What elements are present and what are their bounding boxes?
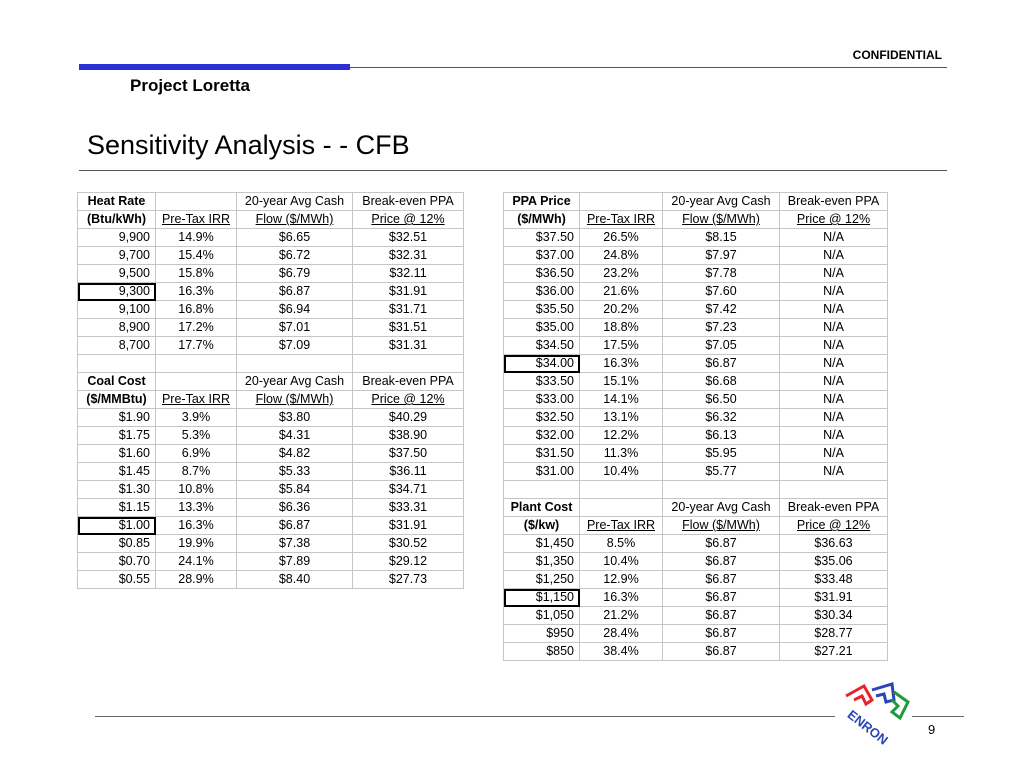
value-cell: N/A <box>780 463 888 481</box>
table-row <box>78 409 464 427</box>
table-row <box>78 553 464 571</box>
table-row <box>78 481 464 499</box>
value-cell: $5.77 <box>663 463 780 481</box>
footer-rule-right <box>912 716 964 717</box>
table-row <box>78 337 464 355</box>
value-cell: 28.4% <box>580 625 663 643</box>
table-row <box>78 427 464 445</box>
table-row <box>504 625 888 643</box>
row-label-cell: $31.50 <box>504 445 580 463</box>
table-row <box>504 373 888 391</box>
value-cell: 10.8% <box>156 481 237 499</box>
table-row <box>504 589 888 607</box>
value-cell: $6.68 <box>663 373 780 391</box>
row-label-cell: 9,500 <box>78 265 156 283</box>
row-label-cell: $35.50 <box>504 301 580 319</box>
row-label-cell: $31.00 <box>504 463 580 481</box>
value-cell: $6.13 <box>663 427 780 445</box>
row-label-cell: $37.00 <box>504 247 580 265</box>
value-cell: $31.71 <box>353 301 464 319</box>
value-cell: $6.32 <box>663 409 780 427</box>
table-row <box>78 229 464 247</box>
row-label-cell: $34.50 <box>504 337 580 355</box>
blank-cell <box>156 355 237 373</box>
table-header-row <box>504 517 888 535</box>
title-rule <box>79 170 947 171</box>
value-cell: 16.3% <box>156 283 237 301</box>
value-cell: $30.34 <box>780 607 888 625</box>
blank-row <box>78 355 464 373</box>
value-cell: 20.2% <box>580 301 663 319</box>
table-row <box>78 535 464 553</box>
logo-text: ENRON <box>844 706 891 748</box>
blank-cell <box>78 355 156 373</box>
header-text: Pre-Tax IRR <box>161 392 231 406</box>
table-row <box>78 499 464 517</box>
header-cell <box>353 391 464 409</box>
header-text: Price @ 12% <box>371 212 445 226</box>
header-cell: (Btu/kWh) <box>78 211 156 229</box>
header-cell: Break-even PPA <box>780 193 888 211</box>
value-cell: 23.2% <box>580 265 663 283</box>
value-cell: N/A <box>780 247 888 265</box>
value-cell: $29.12 <box>353 553 464 571</box>
value-cell: $31.91 <box>353 283 464 301</box>
value-cell: $6.50 <box>663 391 780 409</box>
value-cell: $6.87 <box>663 535 780 553</box>
value-cell: N/A <box>780 391 888 409</box>
header-text: Flow ($/MWh) <box>682 212 760 226</box>
table-row <box>504 607 888 625</box>
value-cell: $7.09 <box>237 337 353 355</box>
blank-cell <box>237 355 353 373</box>
header-cell: ($/kw) <box>504 517 580 535</box>
row-label-cell: $36.00 <box>504 283 580 301</box>
row-label-cell: $0.70 <box>78 553 156 571</box>
header-cell: Break-even PPA <box>780 499 888 517</box>
value-cell: 3.9% <box>156 409 237 427</box>
table-row <box>504 643 888 661</box>
header-cell <box>353 211 464 229</box>
table-header-row <box>504 211 888 229</box>
value-cell: 24.1% <box>156 553 237 571</box>
value-cell: $7.01 <box>237 319 353 337</box>
header-cell <box>156 193 237 211</box>
header-text: Pre-Tax IRR <box>586 518 656 532</box>
value-cell: $30.52 <box>353 535 464 553</box>
value-cell: 21.2% <box>580 607 663 625</box>
row-label-cell: $37.50 <box>504 229 580 247</box>
row-label-cell: $0.55 <box>78 571 156 589</box>
value-cell: $35.06 <box>780 553 888 571</box>
value-cell: $6.79 <box>237 265 353 283</box>
value-cell: 21.6% <box>580 283 663 301</box>
value-cell: $31.51 <box>353 319 464 337</box>
header-cell <box>156 373 237 391</box>
header-text: Flow ($/MWh) <box>255 212 334 226</box>
table-row <box>504 355 888 373</box>
value-cell: $7.42 <box>663 301 780 319</box>
table-row <box>504 301 888 319</box>
value-cell: $6.87 <box>663 355 780 373</box>
header-cell <box>580 193 663 211</box>
table-row <box>504 445 888 463</box>
table-header-row <box>78 391 464 409</box>
value-cell: N/A <box>780 373 888 391</box>
value-cell: $27.73 <box>353 571 464 589</box>
blank-cell <box>663 481 780 499</box>
value-cell: $6.87 <box>663 553 780 571</box>
row-label-cell: $1.75 <box>78 427 156 445</box>
table-row <box>78 571 464 589</box>
value-cell: 28.9% <box>156 571 237 589</box>
value-cell: $31.31 <box>353 337 464 355</box>
value-cell: 16.3% <box>580 355 663 373</box>
row-label-cell: 8,900 <box>78 319 156 337</box>
blank-cell <box>504 481 580 499</box>
table-row <box>504 535 888 553</box>
blank-cell <box>780 481 888 499</box>
header-text: Price @ 12% <box>796 212 871 226</box>
table-header-row <box>78 211 464 229</box>
header-text: Flow ($/MWh) <box>682 518 760 532</box>
row-label-cell: $1.45 <box>78 463 156 481</box>
value-cell: $8.40 <box>237 571 353 589</box>
header-cell: Plant Cost <box>504 499 580 517</box>
header-cell <box>780 211 888 229</box>
table-row <box>78 463 464 481</box>
value-cell: N/A <box>780 283 888 301</box>
row-label-cell: $1.00 <box>78 517 156 535</box>
table-row <box>78 265 464 283</box>
value-cell: $32.51 <box>353 229 464 247</box>
value-cell: $7.97 <box>663 247 780 265</box>
header-cell <box>237 211 353 229</box>
project-name: Project Loretta <box>130 76 250 95</box>
header-text: Price @ 12% <box>796 518 871 532</box>
table-row <box>504 337 888 355</box>
blank-row <box>504 481 888 499</box>
value-cell: $5.84 <box>237 481 353 499</box>
value-cell: $6.72 <box>237 247 353 265</box>
accent-bar <box>79 64 350 70</box>
value-cell: 10.4% <box>580 463 663 481</box>
value-cell: $6.36 <box>237 499 353 517</box>
value-cell: $7.23 <box>663 319 780 337</box>
value-cell: $28.77 <box>780 625 888 643</box>
value-cell: 8.7% <box>156 463 237 481</box>
header-cell: Break-even PPA <box>353 373 464 391</box>
table-row <box>504 391 888 409</box>
value-cell: $6.65 <box>237 229 353 247</box>
table-header-row <box>78 373 464 391</box>
table-row <box>78 517 464 535</box>
value-cell: 5.3% <box>156 427 237 445</box>
value-cell: N/A <box>780 319 888 337</box>
header-cell: 20-year Avg Cash <box>237 373 353 391</box>
value-cell: $7.05 <box>663 337 780 355</box>
row-label-cell: $1,350 <box>504 553 580 571</box>
value-cell: $38.90 <box>353 427 464 445</box>
header-cell <box>663 517 780 535</box>
left-sensitivity-table <box>77 192 464 589</box>
value-cell: 16.3% <box>580 589 663 607</box>
value-cell: $33.31 <box>353 499 464 517</box>
header-cell: 20-year Avg Cash <box>663 193 780 211</box>
row-label-cell: $1,050 <box>504 607 580 625</box>
table-row <box>504 283 888 301</box>
header-cell: PPA Price <box>504 193 580 211</box>
value-cell: $37.50 <box>353 445 464 463</box>
row-label-cell: $1,150 <box>504 589 580 607</box>
header-cell: ($/MMBtu) <box>78 391 156 409</box>
value-cell: $31.91 <box>780 589 888 607</box>
row-label-cell: 9,900 <box>78 229 156 247</box>
header-text: Pre-Tax IRR <box>586 212 656 226</box>
header-cell: Heat Rate <box>78 193 156 211</box>
table-row <box>504 571 888 589</box>
confidential-label: CONFIDENTIAL <box>852 48 942 62</box>
value-cell: $6.87 <box>663 571 780 589</box>
table-header-row <box>504 499 888 517</box>
value-cell: $4.31 <box>237 427 353 445</box>
table-row <box>78 319 464 337</box>
value-cell: 10.4% <box>580 553 663 571</box>
row-label-cell: 9,300 <box>78 283 156 301</box>
header-cell <box>156 391 237 409</box>
table-header-row <box>504 193 888 211</box>
table-row <box>504 229 888 247</box>
header-cell: Break-even PPA <box>353 193 464 211</box>
row-label-cell: $36.50 <box>504 265 580 283</box>
value-cell: $40.29 <box>353 409 464 427</box>
value-cell: N/A <box>780 337 888 355</box>
value-cell: $6.87 <box>663 607 780 625</box>
value-cell: $27.21 <box>780 643 888 661</box>
value-cell: 14.9% <box>156 229 237 247</box>
value-cell: $7.38 <box>237 535 353 553</box>
value-cell: $31.91 <box>353 517 464 535</box>
value-cell: 8.5% <box>580 535 663 553</box>
right-sensitivity-table <box>503 192 888 661</box>
table-row <box>78 283 464 301</box>
value-cell: 19.9% <box>156 535 237 553</box>
value-cell: 26.5% <box>580 229 663 247</box>
header-cell <box>580 517 663 535</box>
value-cell: $32.31 <box>353 247 464 265</box>
value-cell: 16.3% <box>156 517 237 535</box>
value-cell: 17.2% <box>156 319 237 337</box>
value-cell: $5.95 <box>663 445 780 463</box>
row-label-cell: $850 <box>504 643 580 661</box>
value-cell: $7.60 <box>663 283 780 301</box>
value-cell: $7.89 <box>237 553 353 571</box>
value-cell: 24.8% <box>580 247 663 265</box>
row-label-cell: 9,700 <box>78 247 156 265</box>
header-cell <box>663 211 780 229</box>
value-cell: 12.9% <box>580 571 663 589</box>
value-cell: $36.63 <box>780 535 888 553</box>
value-cell: 13.1% <box>580 409 663 427</box>
value-cell: 11.3% <box>580 445 663 463</box>
row-label-cell: $0.85 <box>78 535 156 553</box>
footer-rule-left <box>95 716 835 717</box>
row-label-cell: $1.30 <box>78 481 156 499</box>
value-cell: $6.87 <box>237 283 353 301</box>
header-cell <box>580 499 663 517</box>
table-row <box>504 409 888 427</box>
value-cell: 6.9% <box>156 445 237 463</box>
header-cell <box>156 211 237 229</box>
blank-cell <box>580 481 663 499</box>
value-cell: 17.5% <box>580 337 663 355</box>
header-text: Pre-Tax IRR <box>161 212 231 226</box>
value-cell: N/A <box>780 445 888 463</box>
value-cell: N/A <box>780 301 888 319</box>
table-row <box>78 301 464 319</box>
row-label-cell: $33.00 <box>504 391 580 409</box>
enron-logo-icon <box>840 682 914 748</box>
page-title: Sensitivity Analysis - - CFB <box>87 130 410 160</box>
value-cell: 38.4% <box>580 643 663 661</box>
header-cell: ($/MWh) <box>504 211 580 229</box>
value-cell: $36.11 <box>353 463 464 481</box>
table-row <box>504 463 888 481</box>
row-label-cell: $1.90 <box>78 409 156 427</box>
header-cell <box>780 517 888 535</box>
table-header-row <box>78 193 464 211</box>
row-label-cell: 8,700 <box>78 337 156 355</box>
row-label-cell: $32.50 <box>504 409 580 427</box>
value-cell: $32.11 <box>353 265 464 283</box>
blank-cell <box>353 355 464 373</box>
value-cell: $8.15 <box>663 229 780 247</box>
table-row <box>504 427 888 445</box>
row-label-cell: $32.00 <box>504 427 580 445</box>
header-cell <box>237 391 353 409</box>
header-cell: 20-year Avg Cash <box>237 193 353 211</box>
value-cell: 13.3% <box>156 499 237 517</box>
header-cell: Coal Cost <box>78 373 156 391</box>
page-number: 9 <box>928 722 936 737</box>
row-label-cell: $950 <box>504 625 580 643</box>
value-cell: 12.2% <box>580 427 663 445</box>
value-cell: N/A <box>780 355 888 373</box>
value-cell: 14.1% <box>580 391 663 409</box>
value-cell: N/A <box>780 427 888 445</box>
row-label-cell: $34.00 <box>504 355 580 373</box>
value-cell: 18.8% <box>580 319 663 337</box>
row-label-cell: $35.00 <box>504 319 580 337</box>
header-cell <box>580 211 663 229</box>
header-cell: 20-year Avg Cash <box>663 499 780 517</box>
value-cell: N/A <box>780 265 888 283</box>
value-cell: 15.8% <box>156 265 237 283</box>
value-cell: $33.48 <box>780 571 888 589</box>
row-label-cell: 9,100 <box>78 301 156 319</box>
row-label-cell: $33.50 <box>504 373 580 391</box>
value-cell: N/A <box>780 409 888 427</box>
value-cell: 17.7% <box>156 337 237 355</box>
row-label-cell: $1.60 <box>78 445 156 463</box>
row-label-cell: $1.15 <box>78 499 156 517</box>
table-row <box>78 247 464 265</box>
row-label-cell: $1,250 <box>504 571 580 589</box>
value-cell: $5.33 <box>237 463 353 481</box>
value-cell: $6.87 <box>663 643 780 661</box>
table-row <box>504 319 888 337</box>
header-text: Price @ 12% <box>371 392 445 406</box>
value-cell: $4.82 <box>237 445 353 463</box>
value-cell: $7.78 <box>663 265 780 283</box>
table-row <box>78 445 464 463</box>
table-row <box>504 265 888 283</box>
table-row <box>504 247 888 265</box>
value-cell: 16.8% <box>156 301 237 319</box>
value-cell: N/A <box>780 229 888 247</box>
value-cell: $34.71 <box>353 481 464 499</box>
table-row <box>504 553 888 571</box>
value-cell: 15.4% <box>156 247 237 265</box>
value-cell: $6.87 <box>663 589 780 607</box>
value-cell: $6.87 <box>663 625 780 643</box>
header-text: Flow ($/MWh) <box>255 392 334 406</box>
value-cell: $6.87 <box>237 517 353 535</box>
value-cell: $6.94 <box>237 301 353 319</box>
row-label-cell: $1,450 <box>504 535 580 553</box>
value-cell: 15.1% <box>580 373 663 391</box>
value-cell: $3.80 <box>237 409 353 427</box>
